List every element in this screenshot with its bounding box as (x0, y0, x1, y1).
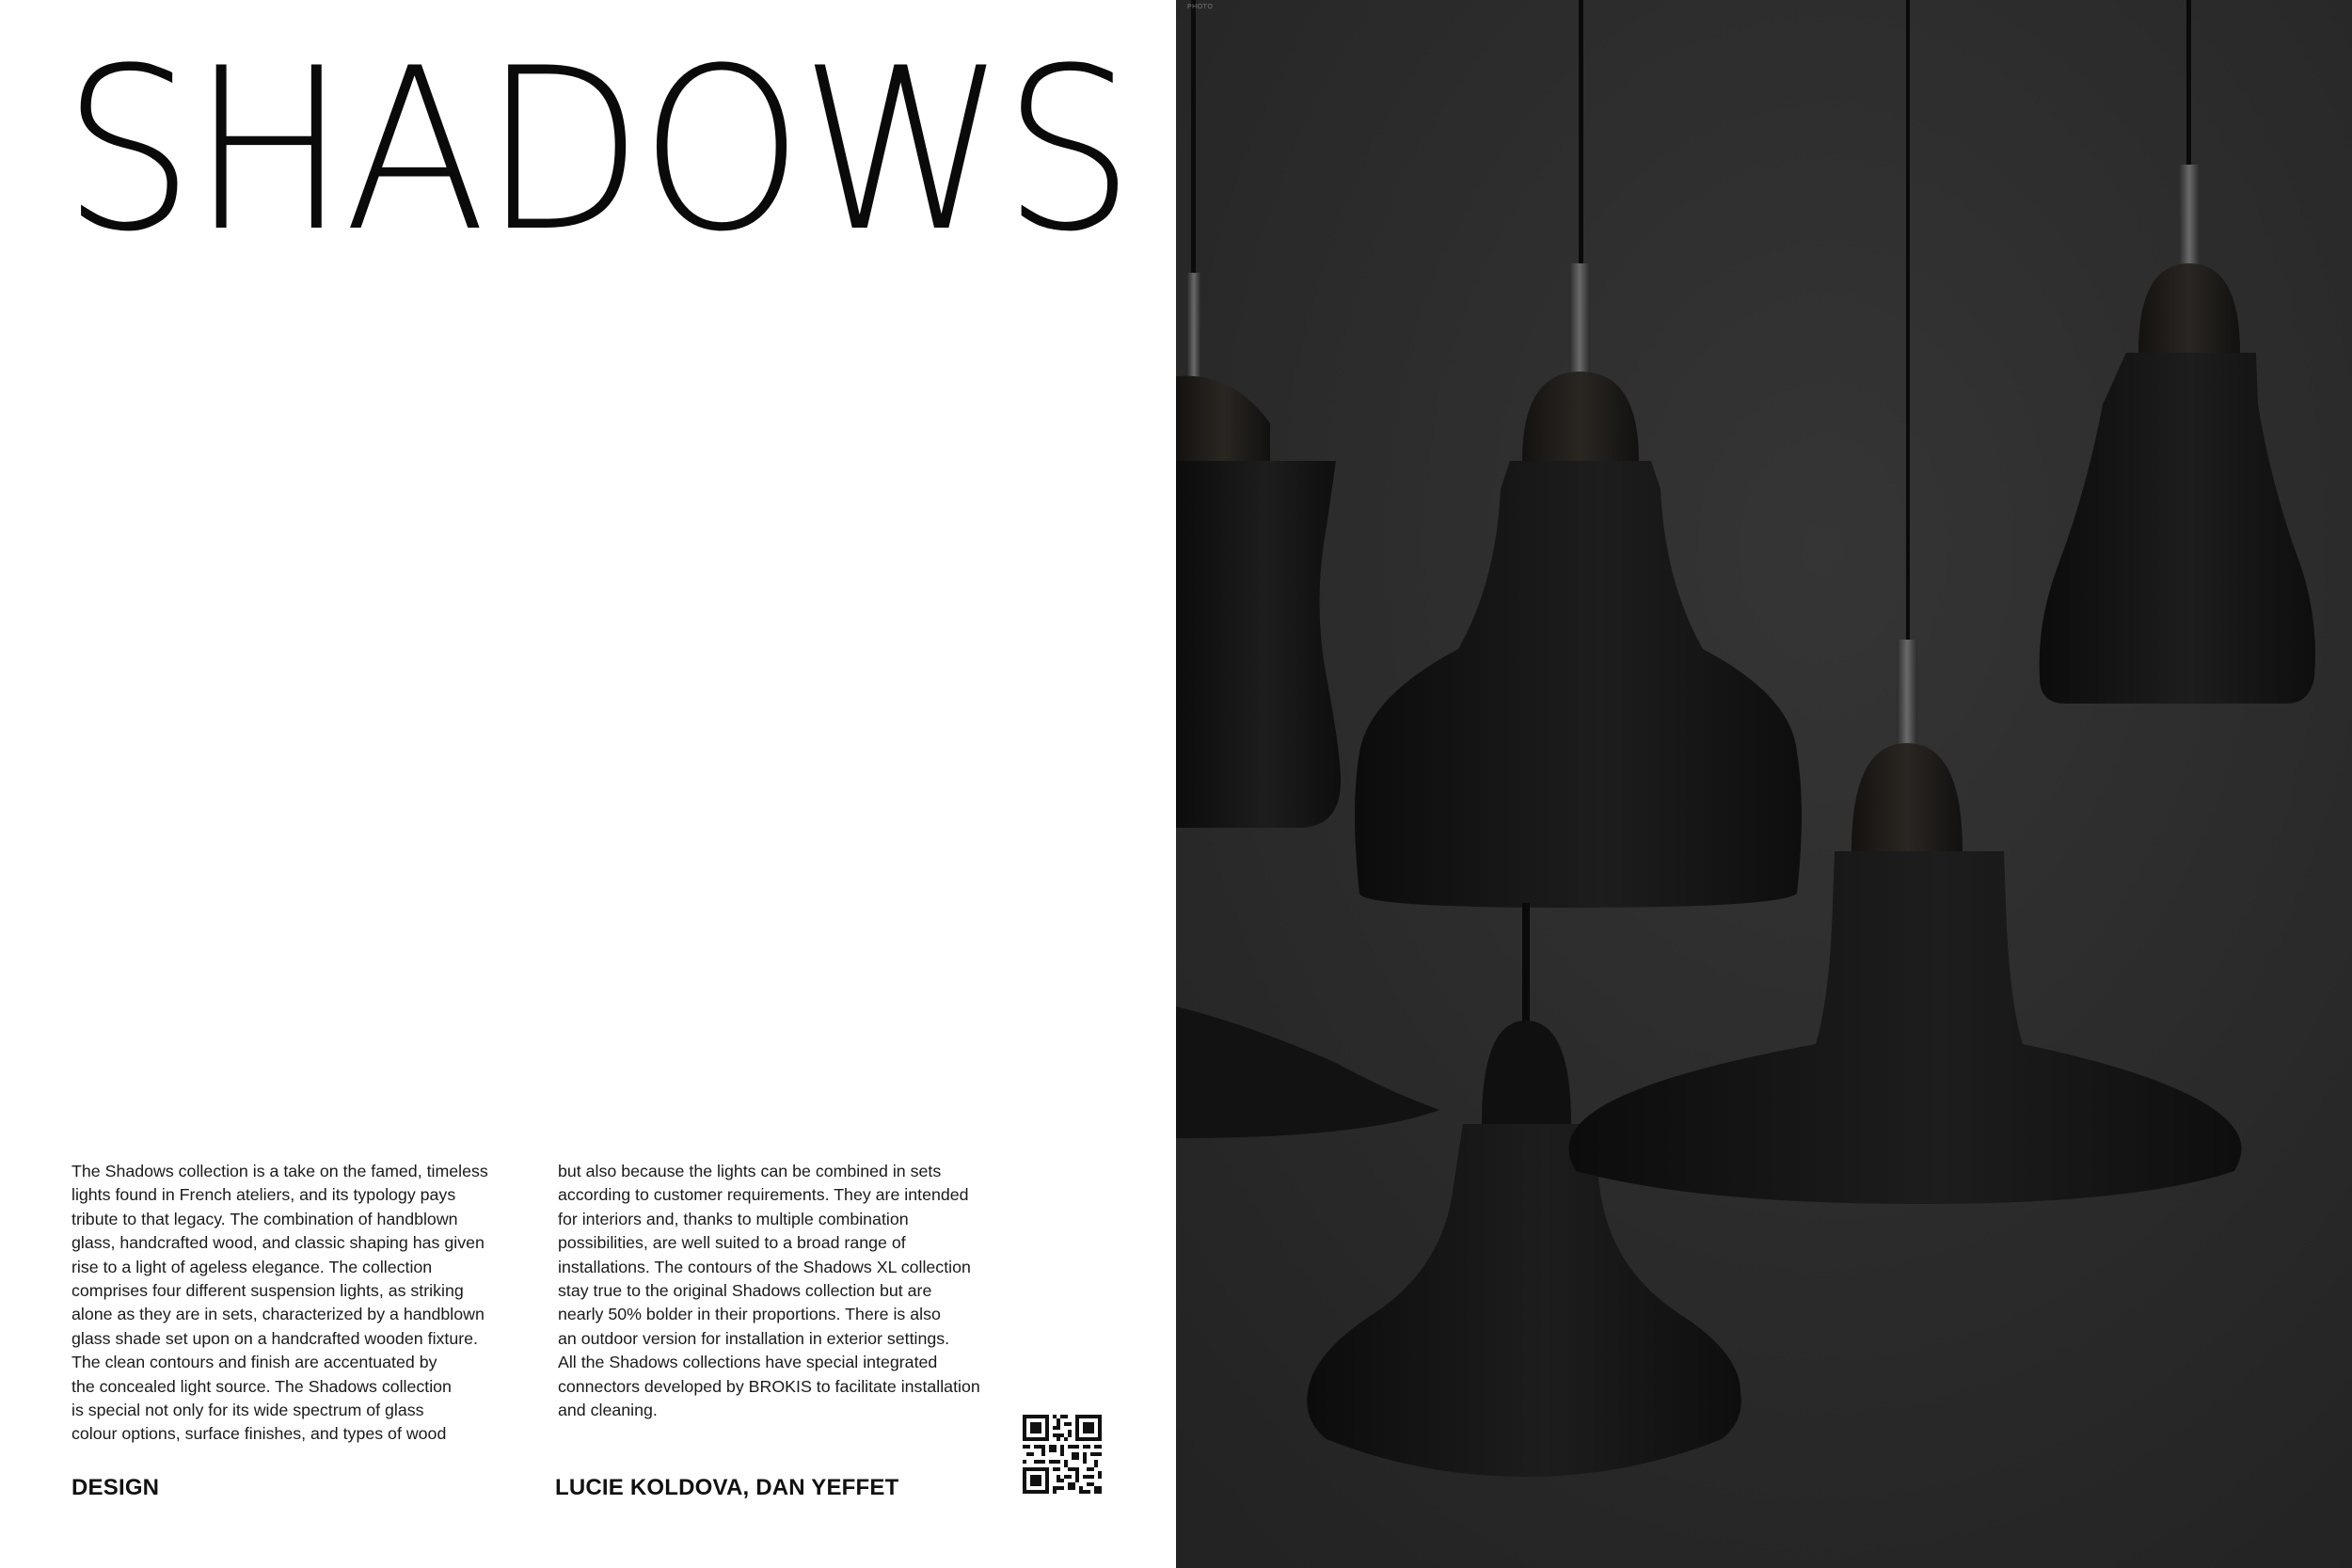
description-line: and cleaning. (558, 1401, 658, 1420)
description-line: rise to a light of ageless elegance. The collection (72, 1257, 433, 1276)
designer-names: LUCIE KOLDOVA, DAN YEFFET (555, 1475, 899, 1500)
description-line: All the Shadows collections have special integrated (558, 1353, 938, 1372)
description-line: connectors developed by BROKIS to facilitate installation (558, 1376, 980, 1396)
design-label: DESIGN (72, 1475, 160, 1500)
description-line: stay true to the original Shadows collection but are (558, 1281, 932, 1301)
description-line: colour options, surface finishes, and types of wood (72, 1424, 447, 1444)
description-line: lights found in French ateliers, and its typology pays (72, 1185, 456, 1205)
description-line: tribute to that legacy. The combination of handblown (72, 1209, 458, 1228)
description-line: glass shade set upon on a handcrafted wooden fixture. (72, 1328, 478, 1348)
product-photo (1176, 0, 2352, 1568)
description-column-2 (558, 1160, 1019, 1422)
description-line: nearly 50% bolder in their proportions. There is also (558, 1305, 941, 1324)
description-line: for interiors and, thanks to multiple combination (558, 1209, 909, 1228)
description-line: an outdoor version for installation in exterior settings. (558, 1328, 950, 1348)
photo-credit-tag: PHOTO (1187, 4, 1214, 10)
description-line: the concealed light source. The Shadows collection (72, 1376, 452, 1396)
description-column-1 (72, 1160, 523, 1447)
description-line: The clean contours and finish are accentuated by (72, 1353, 437, 1372)
pendant-lamps-illustration (1176, 0, 2352, 1568)
description-line: according to customer requirements. They are intended (558, 1185, 969, 1205)
description-line: comprises four different suspension lights, as striking (72, 1281, 464, 1301)
qr-code-icon[interactable] (1023, 1415, 1102, 1494)
description-line: installations. The contours of the Shadows XL collection (558, 1257, 971, 1276)
description-line: The Shadows collection is a take on the famed, timeless (72, 1162, 488, 1180)
description-line: but also because the lights can be combined in sets (558, 1162, 942, 1180)
description-line: glass, handcrafted wood, and classic shaping has given (72, 1233, 485, 1253)
description-line: possibilities, are well suited to a broad range of (558, 1233, 906, 1253)
description-line: is special not only for its wide spectrum of glass (72, 1401, 424, 1420)
page-title: SHADOWS (62, 21, 1132, 281)
description-line: alone as they are in sets, characterized by a handblown (72, 1305, 485, 1324)
